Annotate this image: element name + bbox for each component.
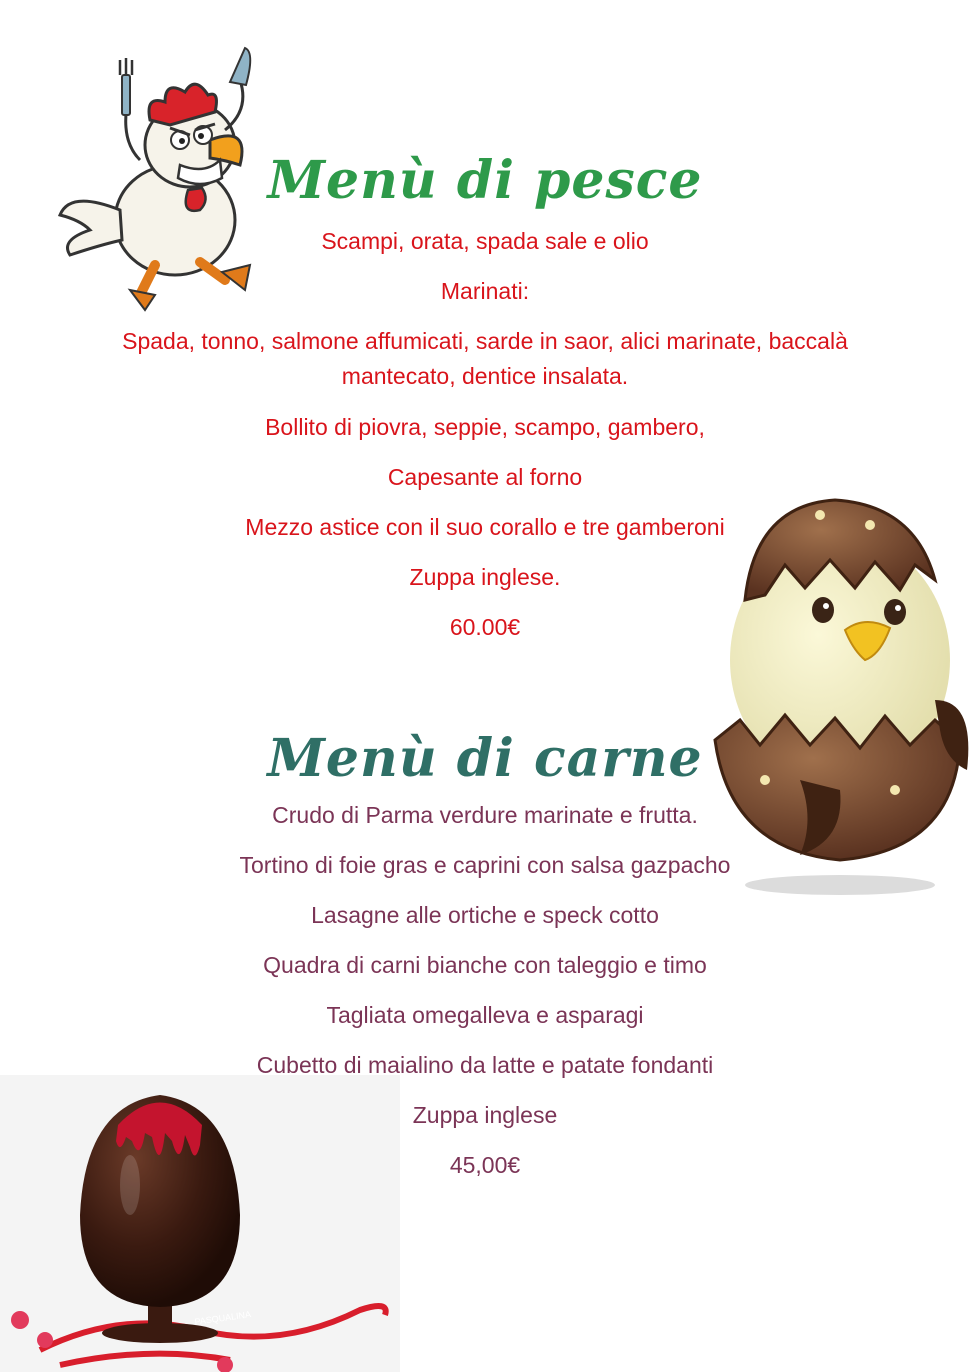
- menu-item: Zuppa inglese.: [409, 564, 561, 590]
- carne-menu-title: Menù di carne: [267, 728, 703, 789]
- menu-item: Tortino di foie gras e caprini con salsa gazpacho: [239, 852, 731, 878]
- ribbon-text: PASQUALINA: [193, 1309, 252, 1327]
- pesce-menu-list: [80, 224, 890, 660]
- menu-item: Quadra di carni bianche con taleggio e timo: [263, 952, 707, 978]
- menu-price: 45,00€: [449, 1152, 521, 1178]
- carne-menu-list: [80, 798, 890, 1198]
- menu-item: Cubetto di maialino da latte e patate fondanti: [256, 1052, 714, 1078]
- menu-item: Marinati:: [440, 278, 530, 304]
- menu-item: Tagliata omegalleva e asparagi: [326, 1002, 644, 1028]
- menu-item: Spada, tonno, salmone affumicati, sarde in saor, alici marinate, baccalà mantecato, dentice insalata.: [122, 328, 848, 389]
- menu-item: Bollito di piovra, seppie, scampo, gambero,: [265, 414, 705, 440]
- pesce-menu-title: Menù di pesce: [267, 150, 703, 211]
- menu-item: Capesante al forno: [387, 464, 583, 490]
- menu-item: Zuppa inglese: [412, 1102, 558, 1128]
- menu-item: Scampi, orata, spada sale e olio: [321, 228, 649, 254]
- menu-price: 60.00€: [449, 614, 521, 640]
- menu-item: Lasagne alle ortiche e speck cotto: [311, 902, 659, 928]
- menu-item: Crudo di Parma verdure marinate e frutta.: [272, 802, 698, 828]
- menu-item: Mezzo astice con il suo corallo e tre gamberoni: [245, 514, 725, 540]
